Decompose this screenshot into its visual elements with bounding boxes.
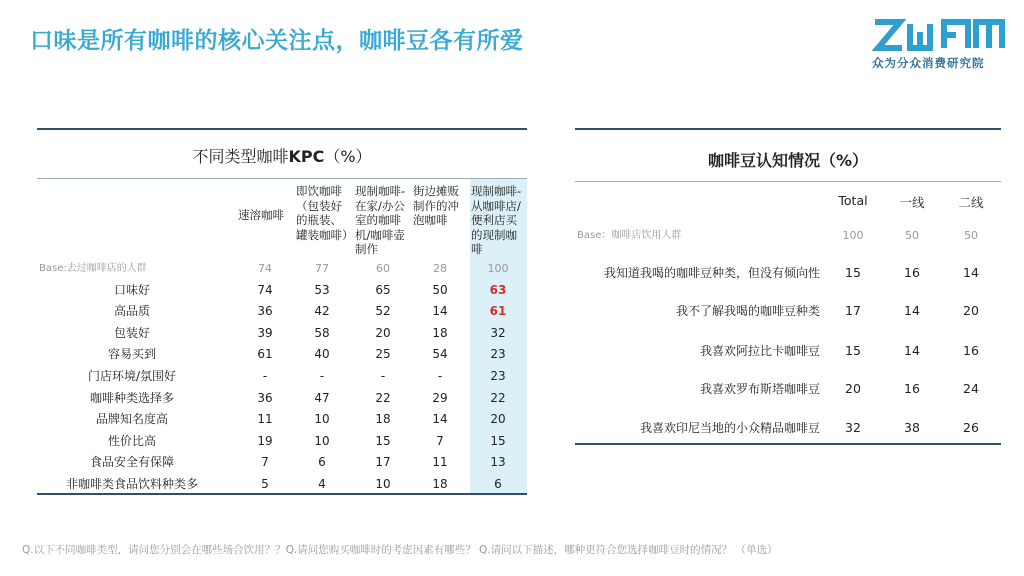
table-cell: 18 xyxy=(375,412,391,427)
table-cell: 63 xyxy=(489,282,507,297)
table-row xyxy=(575,378,1001,400)
left-base-row xyxy=(37,258,527,279)
table-cell: 74 xyxy=(257,282,273,297)
table-cell: 19 xyxy=(257,433,273,448)
left-table-bottom-rule xyxy=(37,493,527,495)
table-row xyxy=(37,366,527,387)
table-cell: 32 xyxy=(490,325,506,340)
base-label: Base：咖啡店饮用人群 xyxy=(577,230,682,241)
table-cell: 14 xyxy=(963,265,979,280)
table-cell: 100 xyxy=(487,262,509,275)
table-cell: 52 xyxy=(375,304,391,319)
table-cell: 7 xyxy=(261,455,269,470)
table-cell: 17 xyxy=(845,303,861,318)
left-column-header-text: 现制咖啡- 在家/办公 室的咖啡 机/咖啡壶 制作 xyxy=(355,184,406,256)
table-cell: 40 xyxy=(314,347,330,362)
table-cell: 47 xyxy=(314,390,330,405)
table-row xyxy=(37,301,527,322)
table-cell: 17 xyxy=(375,455,391,470)
table-cell: 14 xyxy=(432,412,448,427)
row-label: 容易买到 xyxy=(107,347,156,362)
row-label: 品牌知名度高 xyxy=(95,412,168,427)
table-cell: 6 xyxy=(318,455,326,470)
table-cell: 53 xyxy=(314,282,330,297)
right-base-row xyxy=(575,225,1001,247)
right-column-header: Total xyxy=(838,193,868,208)
table-cell: 77 xyxy=(315,262,329,275)
table-cell: 7 xyxy=(436,433,444,448)
table-cell: 24 xyxy=(963,381,979,396)
table-cell: 22 xyxy=(375,390,391,405)
table-cell: 61 xyxy=(489,304,507,319)
zwfm-logo-icon xyxy=(872,18,1006,52)
table-cell: 15 xyxy=(375,433,391,448)
table-row xyxy=(37,474,527,495)
left-column-header-text: 现制咖啡- 从咖啡店/ 便利店买 的现制咖 啡 xyxy=(471,184,522,256)
table-cell: 36 xyxy=(257,390,273,405)
table-cell: 16 xyxy=(963,343,979,358)
left-column-header-text: 速溶咖啡 xyxy=(238,207,284,222)
table-cell: 20 xyxy=(375,325,391,340)
table-cell: 15 xyxy=(490,433,506,448)
left-column-header-text: 即饮咖啡 （包装好 的瓶装、 罐装咖啡） xyxy=(296,184,354,242)
table-cell: 20 xyxy=(963,303,979,318)
table-cell: 20 xyxy=(845,381,861,396)
page-title: 口味是所有咖啡的核心关注点，咖啡豆各有所爱 xyxy=(30,28,524,54)
table-cell: 15 xyxy=(845,265,861,280)
table-cell: 15 xyxy=(845,343,861,358)
row-label: 口味好 xyxy=(113,282,150,297)
table-cell: 10 xyxy=(375,477,391,491)
right-column-header: 二线 xyxy=(958,195,984,210)
table-cell: 16 xyxy=(904,265,920,280)
table-row xyxy=(37,409,527,430)
table-cell: 18 xyxy=(432,477,448,491)
left-column-header xyxy=(471,184,521,257)
table-cell: 65 xyxy=(375,282,391,297)
row-label: 门店环境/氛围好 xyxy=(87,369,177,383)
table-cell: - xyxy=(437,369,443,383)
table-cell: 54 xyxy=(432,347,448,362)
brand-logo xyxy=(872,18,1006,71)
table-row xyxy=(37,344,527,365)
table-cell: 14 xyxy=(904,303,920,318)
left-column-header xyxy=(355,184,405,257)
table-cell: 61 xyxy=(257,347,273,362)
table-cell: 39 xyxy=(257,325,273,340)
row-label: 食品安全有保障 xyxy=(89,455,174,470)
row-label: 我喜欢阿拉比卡咖啡豆 xyxy=(699,344,820,358)
table-cell: 10 xyxy=(314,433,330,448)
table-row xyxy=(37,431,527,452)
table-cell: 100 xyxy=(842,229,864,242)
table-row xyxy=(575,300,1001,322)
table-cell: 23 xyxy=(490,347,506,362)
table-row xyxy=(575,262,1001,284)
table-cell: 50 xyxy=(905,229,919,242)
row-label: 我不了解我喝的咖啡豆种类 xyxy=(675,304,820,318)
row-label: 我喜欢印尼当地的小众精品咖啡豆 xyxy=(639,421,820,435)
table-cell: 13 xyxy=(490,455,506,470)
table-cell: - xyxy=(262,369,268,383)
table-cell: 5 xyxy=(261,477,269,491)
left-column-header xyxy=(413,184,459,228)
row-label: 高品质 xyxy=(113,304,150,319)
table-cell: 28 xyxy=(433,262,447,275)
table-row xyxy=(37,388,527,409)
table-row xyxy=(575,417,1001,439)
table-row xyxy=(37,452,527,473)
table-cell: 11 xyxy=(432,455,448,470)
left-table-header-rule xyxy=(37,178,527,179)
table-cell: 14 xyxy=(904,343,920,358)
left-column-header xyxy=(296,184,354,242)
table-row xyxy=(37,323,527,344)
row-label: 咖啡种类选择多 xyxy=(89,390,174,405)
row-label: 非咖啡类食品饮料种类多 xyxy=(65,477,198,491)
table-cell: 60 xyxy=(376,262,390,275)
left-column-header-text: 街边摊贩 制作的冲 泡咖啡 xyxy=(413,184,459,227)
right-table-bottom-rule xyxy=(575,443,1001,445)
right-table-top-rule xyxy=(575,128,1001,130)
left-table-top-rule xyxy=(37,128,527,130)
table-cell: 26 xyxy=(963,420,979,435)
table-cell: 4 xyxy=(318,477,326,491)
row-label: 我喜欢罗布斯塔咖啡豆 xyxy=(699,382,820,396)
table-cell: 36 xyxy=(257,304,273,319)
left-table-title: 不同类型咖啡KPC（%） xyxy=(192,147,372,166)
right-column-header: 一线 xyxy=(899,195,925,210)
base-label: Base:去过咖啡店的人群 xyxy=(39,263,147,274)
table-cell: - xyxy=(380,369,386,383)
row-label: 性价比高 xyxy=(107,433,156,448)
table-cell: 25 xyxy=(375,347,391,362)
table-cell: 18 xyxy=(432,325,448,340)
table-cell: 22 xyxy=(490,390,506,405)
table-cell: 50 xyxy=(432,282,448,297)
table-cell: 50 xyxy=(964,229,978,242)
row-label: 我知道我喝的咖啡豆种类，但没有倾向性 xyxy=(603,266,820,280)
row-label: 包装好 xyxy=(113,325,150,340)
table-row xyxy=(575,340,1001,362)
table-cell: - xyxy=(319,369,325,383)
table-cell: 20 xyxy=(490,412,506,427)
table-cell: 23 xyxy=(490,369,506,383)
right-table-title: 咖啡豆认知情况（%） xyxy=(707,151,869,170)
footnote: Q.以下不同咖啡类型，请问您分别会在哪些场合饮用？？Q.请问您购买咖啡时的考虑因素有哪些？ Q.请问以下描述，哪种更符合您选择咖啡豆时的情况？ （单选） xyxy=(22,544,778,556)
table-cell: 74 xyxy=(258,262,272,275)
table-cell: 42 xyxy=(314,304,330,319)
table-cell: 16 xyxy=(904,381,920,396)
table-row xyxy=(37,280,527,301)
table-cell: 11 xyxy=(257,412,273,427)
table-cell: 38 xyxy=(904,420,920,435)
table-cell: 29 xyxy=(432,390,448,405)
table-cell: 6 xyxy=(494,477,502,491)
table-cell: 10 xyxy=(314,412,330,427)
table-cell: 14 xyxy=(432,304,448,319)
table-cell: 58 xyxy=(314,325,330,340)
left-column-header xyxy=(238,180,284,250)
right-table-header-rule xyxy=(575,181,1001,182)
logo-subtitle: 众为分众消费研究院 xyxy=(872,56,985,70)
table-cell: 32 xyxy=(845,420,861,435)
